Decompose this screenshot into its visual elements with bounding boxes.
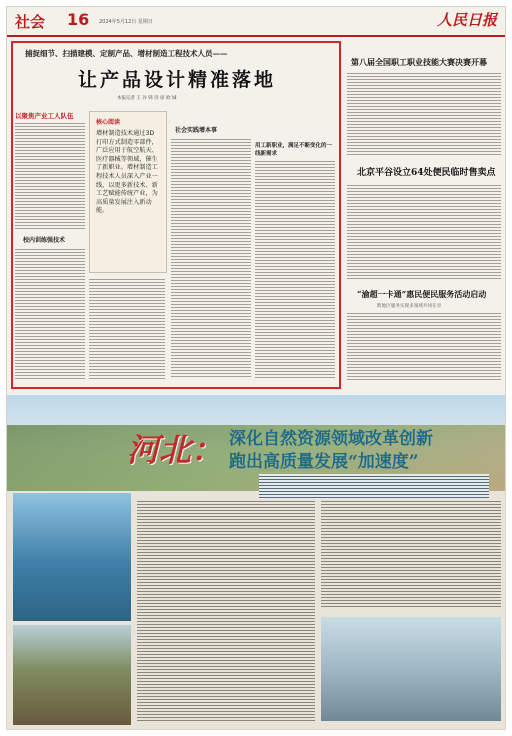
masthead [7,7,506,37]
news-title-skills-contest[interactable]: 第八届全国职工职业技能大赛决赛开幕 [351,57,487,67]
middle-heading-2: 用工新职业，满足不断变化的一线新需求 [255,143,333,157]
newspaper-logo: 人民日报 [436,11,497,29]
feature-body-right [321,499,501,609]
center-column-text [171,137,251,379]
news-text-chongqing [347,311,501,381]
feature-body-left [137,499,315,721]
news-text-pinggu [347,183,501,279]
hebei-feature [7,395,506,730]
core-reading-box [89,111,167,273]
news-subtitle-chongqing: 跨地区服务实现多领域共同在享 [377,304,442,309]
news-title-pinggu[interactable]: 北京平谷设立64处便民临时售卖点 [357,168,496,178]
feature-region-title: 河北： [127,431,224,469]
article-byline: 本报记者 王 谷 韩 洋 席 欧 城 [117,96,177,101]
core-reading-heading: 核心阅读 [96,119,121,126]
page-number: 16 [67,10,90,29]
left-column-text-2 [15,247,85,379]
left-column-subheading: 校内训练强技术 [23,237,66,244]
feature-headline-line1: 深化自然资源领域改革创新 [229,429,433,449]
news-text-skills-contest [347,71,501,155]
port-cranes-photo [321,617,501,721]
middle-heading-1: 社会实践增本事 [175,127,218,134]
left-column-heading: 以聚焦产业工人队伍 [15,112,74,120]
section-name: 社会 [15,13,46,31]
core-reading-text: 增材制造技术通过3D打印方式制造零部件，广泛应用于航空航天、医疗器械等领域，催生了新职业。增材制造工程技术人员深入产业一线，以更多新技术、新工艺赋能传统产业，为高质量发展注入新动能。 [96,130,158,215]
left-column-text [15,121,85,229]
construction-site-photo [13,625,131,725]
news-title-chongqing[interactable]: “渝超一卡通”惠民便民服务活动启动 [357,289,487,299]
article-title: 让产品设计精准落地 [77,69,276,91]
newspaper-page [6,6,506,730]
offshore-platform-photo [13,493,131,621]
right-inner-column-text [255,159,335,379]
date-line: 2024年5月12日 星期日 [99,19,153,25]
article-kicker: 捕捉细节、扫描建模、定制产品、增材制造工程技术人员—— [25,49,228,58]
feature-headline-line2: 跑出高质量发展“加速度” [229,452,419,472]
feature-intro-text [259,474,489,500]
middle-column-text [89,277,165,379]
